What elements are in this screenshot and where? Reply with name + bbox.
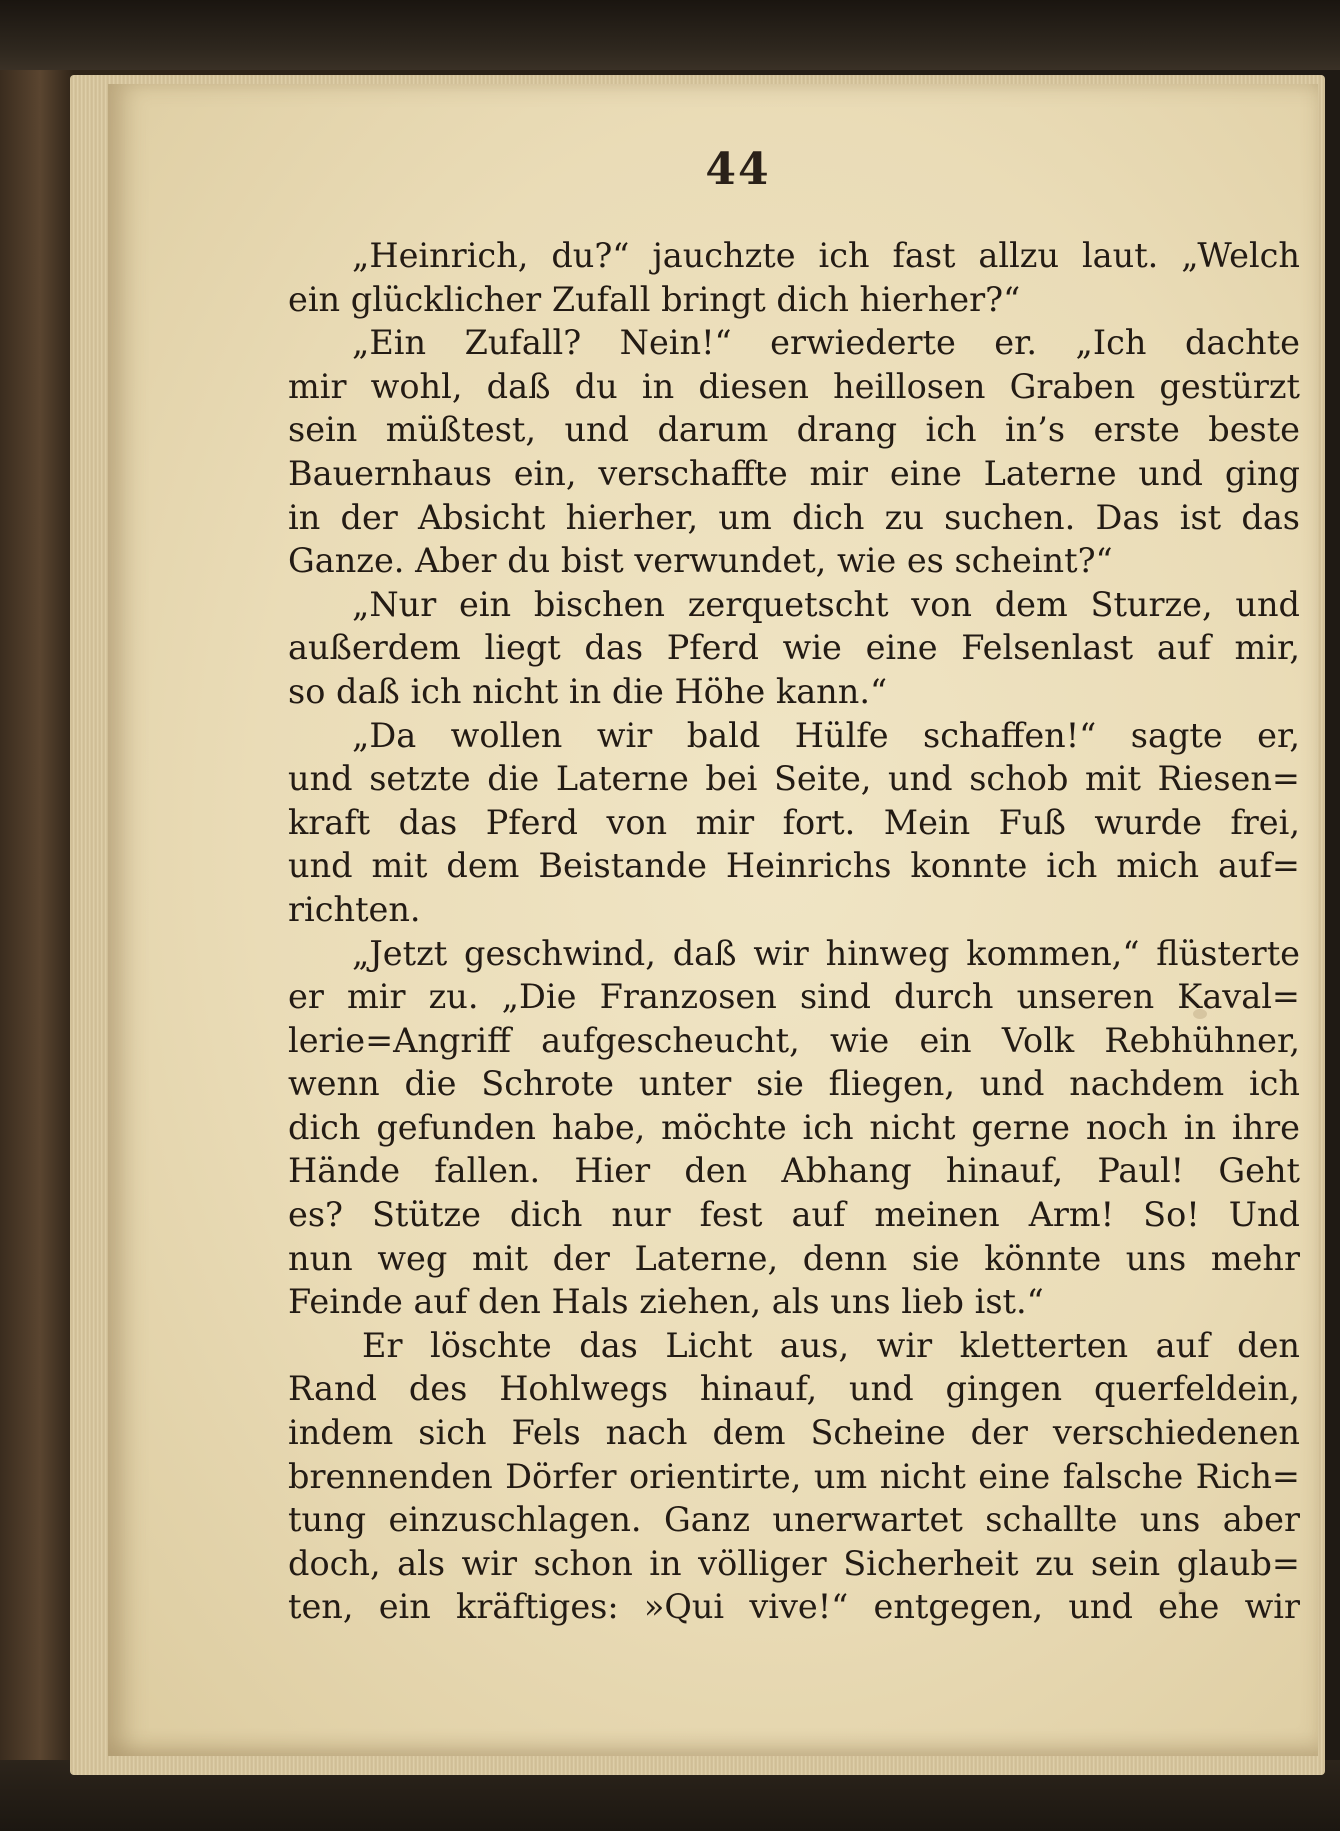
text-line: indem sich Fels nach dem Scheine der verschiedenen [288, 1413, 1300, 1453]
text-line: „Jetzt geschwind, daß wir hinweg kommen,“ flüsterte [352, 933, 1300, 973]
text-line: Bauernhaus ein, verschaffte mir eine Laterne und ging [288, 453, 1300, 493]
text-line: nun weg mit der Laterne, denn sie könnte uns mehr [288, 1238, 1300, 1278]
text-line: Feinde auf den Hals ziehen, als uns lieb ist.“ [288, 1282, 1044, 1322]
text-line: außerdem liegt das Pferd wie eine Felsenlast auf mir, [288, 628, 1300, 668]
text-line: lerie=Angriff aufgescheucht, wie ein Volk Rebhühner, [288, 1020, 1300, 1060]
text-line: Ganze. Aber du bist verwundet, wie es scheint?“ [288, 541, 1113, 581]
text-line: Hände fallen. Hier den Abhang hinauf, Paul! Geht [288, 1151, 1300, 1191]
text-line: ein glücklicher Zufall bringt dich hierher?“ [288, 279, 1021, 319]
page-text [288, 234, 1300, 1629]
text-line: brennenden Dörfer orientirte, um nicht eine falsche Rich= [288, 1456, 1300, 1496]
text-line: Er löschte das Licht aus, wir kletterten auf den [362, 1325, 1300, 1365]
book-cover-top [0, 0, 1340, 70]
text-line: es? Stütze dich nur fest auf meinen Arm! So! Und [288, 1195, 1300, 1235]
text-line: in der Absicht hierher, um dich zu suchen. Das ist das [288, 497, 1300, 537]
text-line: so daß ich nicht in die Höhe kann.“ [288, 671, 888, 711]
text-line: „Ein Zufall? Nein!“ erwiederte er. „Ich dachte [352, 323, 1300, 363]
text-line: „Da wollen wir bald Hülfe schaffen!“ sagte er, [352, 715, 1300, 755]
page-number: 44 [705, 144, 771, 195]
text-line: und mit dem Beistande Heinrichs konnte ich mich auf= [288, 846, 1300, 886]
text-line: doch, als wir schon in völliger Sicherheit zu sein glaub= [288, 1543, 1300, 1583]
text-line: wenn die Schrote unter sie fliegen, und nachdem ich [288, 1064, 1300, 1104]
text-line: sein müßtest, und darum drang ich in’s erste beste [288, 410, 1300, 450]
text-line: kraft das Pferd von mir fort. Mein Fuß wurde frei, [288, 802, 1300, 842]
text-line: Rand des Hohlwegs hinauf, und gingen querfeldein, [288, 1369, 1300, 1409]
text-line: „Heinrich, du?“ jauchzte ich fast allzu laut. „Welch [352, 236, 1300, 275]
text-line: dich gefunden habe, möchte ich nicht gerne noch in ihre [288, 1107, 1300, 1147]
text-line: ten, ein kräftiges: »Qui vive!“ entgegen, und ehe wir [288, 1587, 1300, 1627]
text-line: richten. [288, 889, 421, 929]
book-page [108, 84, 1318, 1756]
text-line: er mir zu. „Die Franzosen sind durch unseren Kaval= [288, 977, 1300, 1017]
text-line: „Nur ein bischen zerquetscht von dem Sturze, und [352, 584, 1300, 624]
text-line: mir wohl, daß du in diesen heillosen Graben gestürzt [288, 366, 1300, 406]
text-line: und setzte die Laterne bei Seite, und schob mit Riesen= [288, 759, 1300, 799]
text-line: tung einzuschlagen. Ganz unerwartet schallte uns aber [288, 1500, 1300, 1540]
